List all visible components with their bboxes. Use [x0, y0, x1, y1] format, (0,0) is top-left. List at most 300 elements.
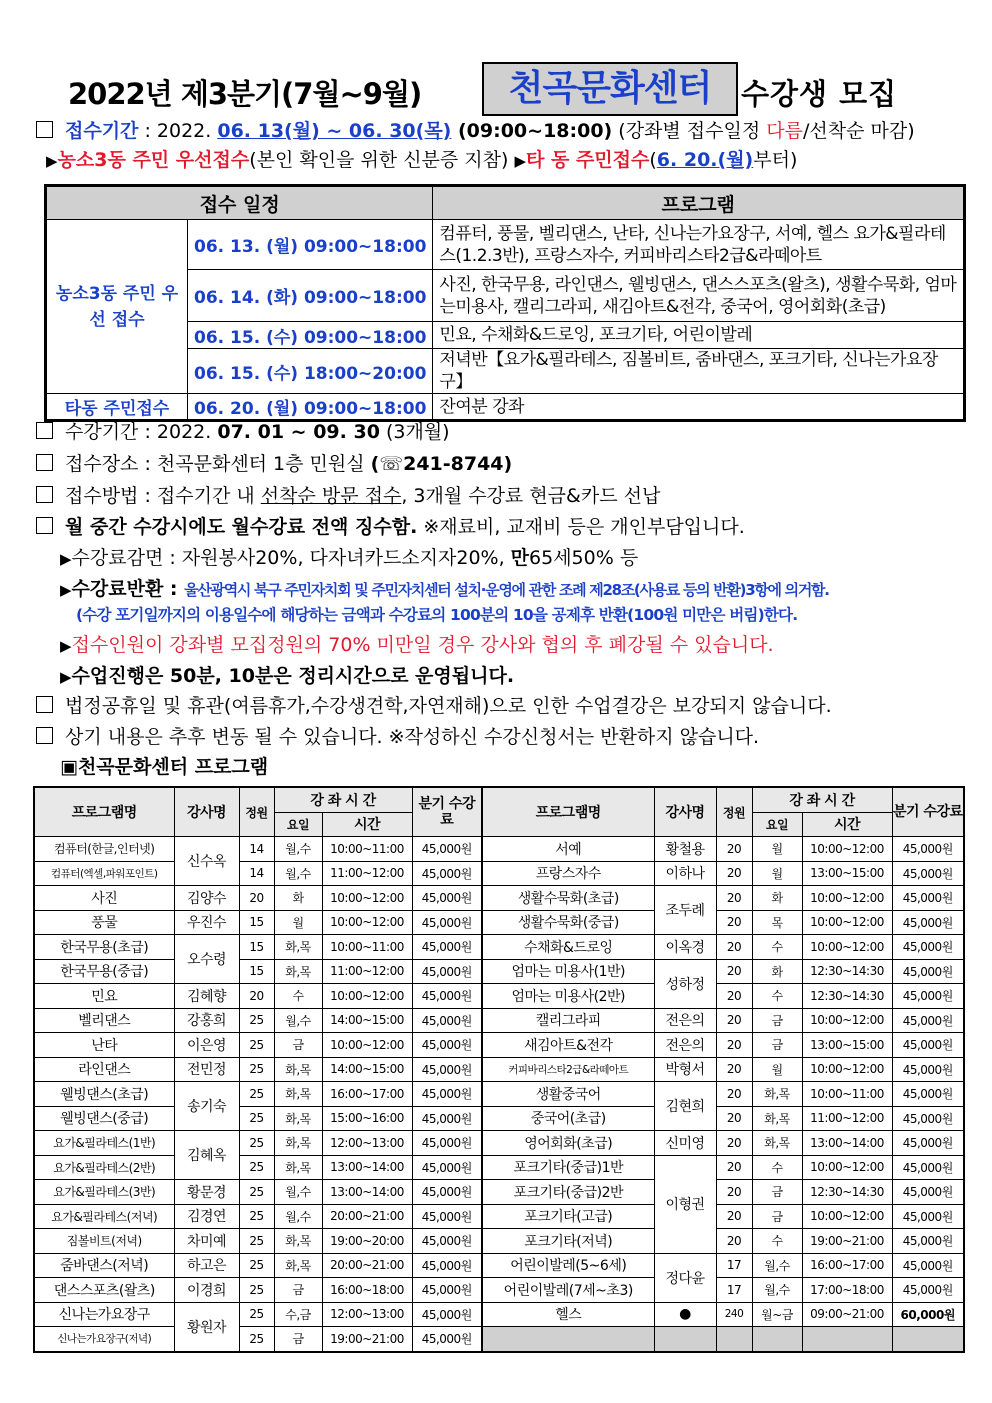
class-day: 금 [274, 1278, 322, 1303]
program-name: 생활중국어 [482, 1082, 654, 1107]
class-time: 13:00~15:00 [802, 1033, 892, 1058]
schedule-programs: 민요, 수채화&드로잉, 포크기타, 어린이발레 [433, 322, 965, 349]
reception-label: 접수기간 [65, 120, 139, 142]
class-day: 화,목 [752, 1082, 802, 1107]
program-name: 웰빙댄스(초급) [34, 1082, 174, 1107]
capacity: 20 [716, 1057, 752, 1082]
class-day: 월,수 [274, 837, 322, 862]
capacity: 20 [716, 1106, 752, 1131]
class-day: 월,수 [274, 861, 322, 886]
program-name: 난타 [34, 1033, 174, 1058]
empty-cell [482, 1327, 654, 1352]
teacher-name: 이옥경 [654, 935, 716, 960]
class-time: 12:30~14:30 [802, 1180, 892, 1205]
class-time: 10:00~12:00 [802, 1204, 892, 1229]
quarter-fee: 45,000원 [412, 910, 482, 935]
program-name: 웰빙댄스(중급) [34, 1106, 174, 1131]
capacity: 14 [239, 861, 274, 886]
capacity: 20 [716, 935, 752, 960]
program-name: 한국무용(초급) [34, 935, 174, 960]
table-row [34, 1302, 964, 1327]
teacher-name: ● [654, 1302, 716, 1327]
capacity: 25 [239, 1253, 274, 1278]
class-time: 10:00~11:00 [322, 837, 412, 862]
checkbox-icon [36, 517, 53, 534]
program-name: 새김아트&전각 [482, 1033, 654, 1058]
teacher-name: 김양수 [174, 886, 239, 911]
table-row [34, 1229, 964, 1254]
class-day: 화,목 [274, 1106, 322, 1131]
table-row [34, 1155, 964, 1180]
capacity: 20 [716, 1033, 752, 1058]
teacher-name: 송기숙 [174, 1082, 239, 1131]
teacher-name: 김경연 [174, 1204, 239, 1229]
quarter-fee: 45,000원 [412, 1008, 482, 1033]
quarter-fee: 45,000원 [892, 886, 964, 911]
teacher-name: 황문경 [174, 1180, 239, 1205]
class-time: 13:00~14:00 [322, 1155, 412, 1180]
table-row [34, 1180, 964, 1205]
program-name: 요가&필라테스(2반) [34, 1155, 174, 1180]
table-row [34, 837, 964, 862]
table-row [34, 984, 964, 1009]
class-time: 13:00~15:00 [802, 861, 892, 886]
capacity: 25 [239, 1008, 274, 1033]
class-time: 14:00~15:00 [322, 1008, 412, 1033]
table-row [34, 1106, 964, 1131]
class-day: 화,목 [274, 959, 322, 984]
header-capacity: 정원 [716, 787, 752, 837]
class-time: 20:00~21:00 [322, 1253, 412, 1278]
page-title [0, 58, 992, 118]
reception-hours: (09:00~18:00) [451, 120, 613, 142]
capacity: 25 [239, 1082, 274, 1107]
capacity: 20 [716, 1204, 752, 1229]
capacity: 20 [716, 886, 752, 911]
quarter-fee: 45,000원 [412, 861, 482, 886]
priority-resident: 농소3동 주민 우선접수 [57, 149, 250, 171]
program-name: 댄스스포츠(왈츠) [34, 1278, 174, 1303]
quarter-fee: 45,000원 [412, 1106, 482, 1131]
class-day: 화,목 [274, 1253, 322, 1278]
capacity: 20 [716, 1082, 752, 1107]
teacher-name: 전은의 [654, 1008, 716, 1033]
quarter-fee: 45,000원 [412, 1253, 482, 1278]
program-name: 어린이발레(7세~초3) [482, 1278, 654, 1303]
program-name: 신나는가요장구 [34, 1302, 174, 1327]
table-row [34, 1082, 964, 1107]
class-time: 12:00~13:00 [322, 1131, 412, 1156]
quarter-fee: 45,000원 [412, 1278, 482, 1303]
class-day: 월,수 [752, 1278, 802, 1303]
cancel-notice-line: ▶접수인원이 강좌별 모집정원의 70% 미만일 경우 강사와 협의 후 폐강될 수 있습니다. [60, 634, 774, 656]
checkbox-icon [36, 121, 53, 138]
quarter-fee: 45,000원 [412, 1033, 482, 1058]
program-name: 캘리그라피 [482, 1008, 654, 1033]
capacity: 25 [239, 1278, 274, 1303]
quarter-fee: 45,000원 [892, 1033, 964, 1058]
teacher-name: 황원자 [174, 1302, 239, 1352]
class-day: 목 [752, 910, 802, 935]
quarter-fee: 45,000원 [412, 886, 482, 911]
teacher-name: 신수옥 [174, 837, 239, 886]
capacity: 25 [239, 1057, 274, 1082]
class-time: 10:00~11:00 [322, 935, 412, 960]
class-time: 15:00~16:00 [322, 1106, 412, 1131]
class-time: 10:00~12:00 [802, 1155, 892, 1180]
class-time: 17:00~18:00 [802, 1278, 892, 1303]
class-day: 금 [274, 1033, 322, 1058]
teacher-name: 하고은 [174, 1253, 239, 1278]
class-time: 10:00~12:00 [322, 910, 412, 935]
quarter-fee: 45,000원 [892, 1155, 964, 1180]
class-day: 금 [274, 1327, 322, 1352]
schedule-date: 06. 20. (월) 09:00~18:00 [188, 394, 433, 421]
empty-cell [892, 1327, 964, 1352]
quarter-fee: 45,000원 [412, 1131, 482, 1156]
program-name: 줌바댄스(저녁) [34, 1253, 174, 1278]
title-recruit: 수강생 모집 [741, 77, 898, 111]
class-day: 월~금 [752, 1302, 802, 1327]
capacity: 15 [239, 910, 274, 935]
teacher-name: 차미예 [174, 1229, 239, 1254]
quarter-fee: 60,000원 [892, 1302, 964, 1327]
schedule-date: 06. 13. (월) 09:00~18:00 [188, 220, 433, 270]
reception-schedule-table [44, 184, 966, 422]
empty-cell [654, 1327, 716, 1352]
program-name: 어린이발레(5~6세) [482, 1253, 654, 1278]
class-day: 화,목 [274, 1082, 322, 1107]
class-day: 화,목 [274, 1131, 322, 1156]
header-time-group: 강 좌 시 간 [752, 787, 892, 812]
class-time: 19:00~21:00 [322, 1327, 412, 1352]
class-time: 12:00~13:00 [322, 1302, 412, 1327]
quarter-fee: 45,000원 [892, 1204, 964, 1229]
quarter-fee: 45,000원 [892, 984, 964, 1009]
class-day: 금 [752, 1180, 802, 1205]
program-name: 사진 [34, 886, 174, 911]
class-time: 09:00~21:00 [802, 1302, 892, 1327]
class-day: 화,목 [752, 1106, 802, 1131]
teacher-name: 성하정 [654, 959, 716, 1008]
teacher-name: 우진수 [174, 910, 239, 935]
capacity: 25 [239, 1155, 274, 1180]
teacher-name: 오수령 [174, 935, 239, 984]
capacity: 25 [239, 1302, 274, 1327]
capacity: 25 [239, 1033, 274, 1058]
quarter-fee: 45,000원 [412, 1057, 482, 1082]
refund-detail-line: (수강 포기일까지의 이용일수에 해당하는 금액과 수강료의 100분의 10을 공제후 반환(100원 미만은 버림)한다. [76, 606, 798, 624]
program-name: 풍물 [34, 910, 174, 935]
teacher-name: 이은영 [174, 1033, 239, 1058]
class-time: 13:00~14:00 [322, 1180, 412, 1205]
capacity: 20 [239, 984, 274, 1009]
priority-line: ▶농소3동 주민 우선접수(본인 확인을 위한 신분증 지참) ▶타 동 주민접수(6. 20.(월)부터) [46, 149, 798, 171]
class-day: 수 [752, 984, 802, 1009]
capacity: 240 [716, 1302, 752, 1327]
class-time: 10:00~12:00 [322, 1033, 412, 1058]
quarter-fee: 45,000원 [412, 837, 482, 862]
program-name: 생활수묵화(중급) [482, 910, 654, 935]
table-row [34, 910, 964, 935]
quarter-fee: 45,000원 [412, 1229, 482, 1254]
discount-line: ▶수강료감면 : 자원봉사20%, 다자녀카드소지자20%, 만65세50% 등 [60, 547, 639, 569]
class-time: 12:30~14:30 [802, 984, 892, 1009]
reception-dates: 06. 13(월) ~ 06. 30(목) [217, 120, 452, 142]
class-day: 월 [752, 1057, 802, 1082]
capacity: 17 [716, 1278, 752, 1303]
program-name: 서예 [482, 837, 654, 862]
capacity: 20 [716, 959, 752, 984]
quarter-fee: 45,000원 [412, 984, 482, 1009]
class-time: 14:00~15:00 [322, 1057, 412, 1082]
triangle-icon: ▶ [60, 668, 72, 686]
change-notice-line: 상기 내용은 추후 변동 될 수 있습니다. ※작성하신 수강신청서는 반환하지 않습니다. [36, 722, 759, 749]
class-time: 10:00~12:00 [802, 910, 892, 935]
teacher-name: 이경희 [174, 1278, 239, 1303]
course-period-line: 수강기간 : 2022. 07. 01 ~ 09. 30 (3개월) [36, 417, 450, 444]
program-name: 커피바리스타2급&라떼아트 [482, 1057, 654, 1082]
class-time: 10:00~12:00 [802, 886, 892, 911]
class-time: 10:00~12:00 [802, 1057, 892, 1082]
quarter-fee: 45,000원 [412, 1155, 482, 1180]
other-resident: 타 동 주민접수 [526, 149, 650, 171]
header-name: 프로그램명 [482, 787, 654, 837]
program-name: 헬스 [482, 1302, 654, 1327]
class-time: 13:00~14:00 [802, 1131, 892, 1156]
quarter-fee: 45,000원 [892, 861, 964, 886]
triangle-icon: ▶ [60, 581, 72, 599]
class-duration-line: ▶수업진행은 50분, 10분은 정리시간으로 운영됩니다. [60, 665, 515, 687]
header-name: 프로그램명 [34, 787, 174, 837]
teacher-name: 신미영 [654, 1131, 716, 1156]
checkbox-icon [36, 727, 53, 744]
class-time: 11:00~12:00 [322, 959, 412, 984]
phone-number: (☏241-8744) [370, 453, 513, 475]
program-name: 짐볼비트(저녁) [34, 1229, 174, 1254]
quarter-fee: 45,000원 [892, 1278, 964, 1303]
teacher-name: 전민정 [174, 1057, 239, 1082]
capacity: 20 [716, 1180, 752, 1205]
teacher-name: 강홍희 [174, 1008, 239, 1033]
class-day: 화 [752, 959, 802, 984]
class-time: 19:00~20:00 [322, 1229, 412, 1254]
header-day: 요일 [752, 812, 802, 837]
program-name: 벨리댄스 [34, 1008, 174, 1033]
schedule-programs: 컴퓨터, 풍물, 벨리댄스, 난타, 신나는가요장구, 서예, 헬스 요가&필라테스(1.2.3반), 프랑스자수, 커피바리스타2급&라떼아트 [433, 220, 965, 270]
reception-period-line: 접수기간 : 2022. 06. 13(월) ~ 06. 30(목) (09:00~18:00) (강좌별 접수일정 다름/선착순 마감) [36, 116, 915, 143]
program-name: 엄마는 미용사(1반) [482, 959, 654, 984]
title-period: 2022년 제3분기(7월~9월) [68, 77, 422, 111]
program-table [33, 786, 965, 1353]
class-time: 16:00~17:00 [802, 1253, 892, 1278]
capacity: 25 [239, 1131, 274, 1156]
schedule-programs: 잔여분 강좌 [433, 394, 965, 421]
program-name: 포크기타(저녁) [482, 1229, 654, 1254]
class-day: 화,목 [274, 1155, 322, 1180]
teacher-name: 조두례 [654, 886, 716, 935]
quarter-fee: 45,000원 [892, 1229, 964, 1254]
class-time: 10:00~12:00 [802, 935, 892, 960]
capacity: 25 [239, 1180, 274, 1205]
class-day: 화,목 [274, 1057, 322, 1082]
fee-policy-line: 월 중간 수강시에도 월수강료 전액 징수함. ※재료비, 교재비 등은 개인부담입니다. [36, 512, 745, 539]
class-time: 10:00~12:00 [802, 837, 892, 862]
class-day: 월 [274, 910, 322, 935]
class-time: 16:00~18:00 [322, 1278, 412, 1303]
schedule-date: 06. 15. (수) 18:00~20:00 [188, 349, 433, 394]
table-row [34, 959, 964, 984]
program-name: 민요 [34, 984, 174, 1009]
program-name: 포크기타(중급)1반 [482, 1155, 654, 1180]
class-day: 화,목 [274, 935, 322, 960]
class-day: 금 [752, 1008, 802, 1033]
table-row [34, 861, 964, 886]
capacity: 20 [716, 910, 752, 935]
program-name: 요가&필라테스(저녁) [34, 1204, 174, 1229]
class-time: 10:00~12:00 [802, 1008, 892, 1033]
capacity: 20 [239, 886, 274, 911]
program-name: 라인댄스 [34, 1057, 174, 1082]
header-fee: 분기 수강료 [412, 787, 482, 837]
teacher-name: 전은의 [654, 1033, 716, 1058]
program-name: 컴퓨터(한글,인터넷) [34, 837, 174, 862]
refund-line: ▶수강료반환 : 울산광역시 북구 주민자치회 및 주민자치센터 설치·운영에 관한 조례 제28조(사용료 등의 반환)3항에 의거함. [60, 578, 829, 600]
capacity: 25 [239, 1106, 274, 1131]
capacity: 17 [716, 1253, 752, 1278]
class-day: 금 [752, 1033, 802, 1058]
table-row [34, 886, 964, 911]
quarter-fee: 45,000원 [892, 1057, 964, 1082]
quarter-fee: 45,000원 [892, 1180, 964, 1205]
class-day: 화,목 [752, 1131, 802, 1156]
table-row [34, 1033, 964, 1058]
class-time: 11:00~12:00 [322, 861, 412, 886]
reception-place-line: 접수장소 : 천곡문화센터 1층 민원실 (☏241-8744) [36, 449, 512, 476]
header-program: 프로그램 [433, 186, 965, 220]
class-day: 수,금 [274, 1302, 322, 1327]
teacher-name: 황철용 [654, 837, 716, 862]
program-name: 요가&필라테스(3반) [34, 1180, 174, 1205]
quarter-fee: 45,000원 [412, 1082, 482, 1107]
header-day: 요일 [274, 812, 322, 837]
capacity: 20 [716, 1229, 752, 1254]
quarter-fee: 45,000원 [892, 837, 964, 862]
quarter-fee: 45,000원 [412, 1204, 482, 1229]
other-group-cell: 타동 주민접수 [46, 394, 188, 421]
class-day: 금 [752, 1204, 802, 1229]
quarter-fee: 45,000원 [892, 1106, 964, 1131]
schedule-date: 06. 14. (화) 09:00~18:00 [188, 270, 433, 322]
quarter-fee: 45,000원 [892, 935, 964, 960]
teacher-name: 김현희 [654, 1082, 716, 1131]
checkbox-icon [36, 422, 53, 439]
header-time: 시간 [322, 812, 412, 837]
capacity: 14 [239, 837, 274, 862]
quarter-fee: 45,000원 [412, 1302, 482, 1327]
checkbox-icon [36, 486, 53, 503]
checkbox-icon [36, 696, 53, 713]
holiday-notice-line: 법정공휴일 및 휴관(여름휴가,수강생견학,자연재해)으로 인한 수업결강은 보강되지 않습니다. [36, 691, 832, 718]
quarter-fee: 45,000원 [892, 959, 964, 984]
quarter-fee: 45,000원 [412, 959, 482, 984]
teacher-name: 박형서 [654, 1057, 716, 1082]
class-time: 20:00~21:00 [322, 1204, 412, 1229]
teacher-name: 김혜옥 [174, 1131, 239, 1180]
table-row [34, 935, 964, 960]
class-time: 10:00~12:00 [322, 886, 412, 911]
capacity: 25 [239, 1204, 274, 1229]
class-time: 16:00~17:00 [322, 1082, 412, 1107]
triangle-icon: ▶ [46, 152, 58, 170]
class-day: 화,목 [274, 1229, 322, 1254]
header-capacity: 정원 [239, 787, 274, 837]
program-name: 포크기타(중급)2반 [482, 1180, 654, 1205]
capacity: 25 [239, 1327, 274, 1352]
triangle-icon: ▶ [514, 152, 527, 170]
class-day: 수 [752, 935, 802, 960]
class-day: 월 [752, 837, 802, 862]
quarter-fee: 45,000원 [892, 910, 964, 935]
table-row [34, 1278, 964, 1303]
program-name: 한국무용(중급) [34, 959, 174, 984]
table-row [34, 1057, 964, 1082]
program-name: 컴퓨터(엑셀,파워포인트) [34, 861, 174, 886]
capacity: 20 [716, 1008, 752, 1033]
class-day: 화 [752, 886, 802, 911]
table-row [34, 1204, 964, 1229]
class-time: 10:00~11:00 [802, 1082, 892, 1107]
empty-cell [716, 1327, 752, 1352]
class-day: 월,수 [274, 1008, 322, 1033]
quarter-fee: 45,000원 [412, 935, 482, 960]
class-day: 수 [752, 1155, 802, 1180]
teacher-name: 이형권 [654, 1155, 716, 1253]
empty-cell [802, 1327, 892, 1352]
program-name: 프랑스자수 [482, 861, 654, 886]
program-name: 수채화&드로잉 [482, 935, 654, 960]
program-name: 영어회화(초급) [482, 1131, 654, 1156]
class-time: 12:30~14:30 [802, 959, 892, 984]
class-day: 월 [752, 861, 802, 886]
class-time: 10:00~12:00 [322, 984, 412, 1009]
capacity: 20 [716, 837, 752, 862]
class-day: 월,수 [752, 1253, 802, 1278]
capacity: 20 [716, 984, 752, 1009]
reception-method-line: 접수방법 : 접수기간 내 선착순 방문 접수, 3개월 수강료 현금&카드 선납 [36, 481, 660, 508]
triangle-icon: ▶ [60, 550, 72, 568]
checkbox-icon [36, 454, 53, 471]
program-name: 요가&필라테스(1반) [34, 1131, 174, 1156]
quarter-fee: 45,000원 [892, 1131, 964, 1156]
quarter-fee: 45,000원 [412, 1327, 482, 1352]
capacity: 20 [716, 861, 752, 886]
program-name: 포크기타(고급) [482, 1204, 654, 1229]
capacity: 20 [716, 1131, 752, 1156]
capacity: 25 [239, 1229, 274, 1254]
title-center-name: 천곡문화센터 [482, 62, 738, 116]
header-teacher: 강사명 [174, 787, 239, 837]
header-teacher: 강사명 [654, 787, 716, 837]
class-time: 11:00~12:00 [802, 1106, 892, 1131]
quarter-fee: 45,000원 [892, 1008, 964, 1033]
table-row [34, 1008, 964, 1033]
header-time-group: 강 좌 시 간 [274, 787, 412, 812]
program-name: 생활수묵화(초급) [482, 886, 654, 911]
class-day: 월,수 [274, 1180, 322, 1205]
empty-cell [752, 1327, 802, 1352]
quarter-fee: 45,000원 [412, 1180, 482, 1205]
